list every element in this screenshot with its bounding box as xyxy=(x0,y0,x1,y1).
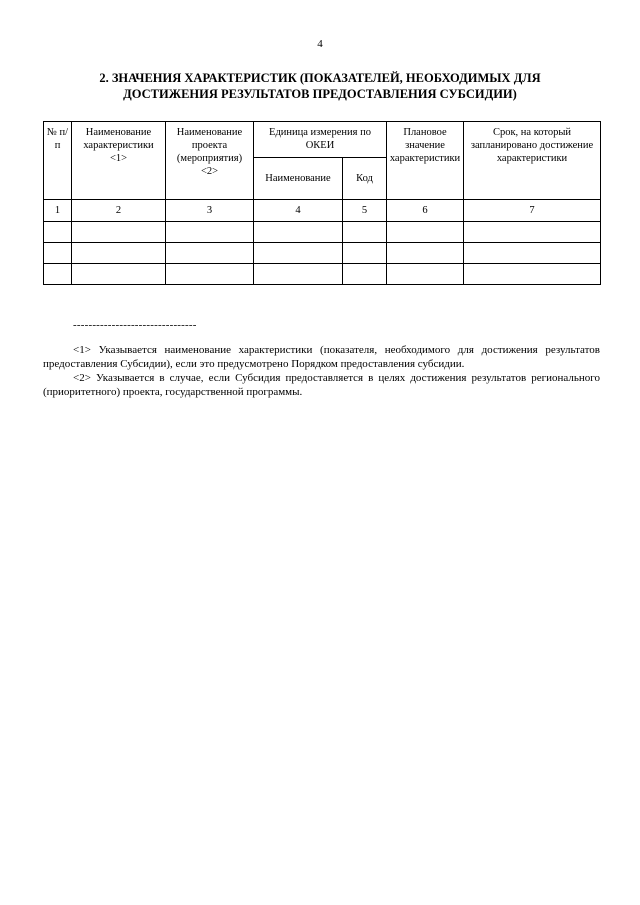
header-unit-code: Код xyxy=(343,158,387,200)
table-cell xyxy=(343,264,387,285)
table-row xyxy=(44,222,601,243)
header-unit-group: Единица измерения по ОКЕИ xyxy=(254,122,387,158)
column-number: 7 xyxy=(464,200,601,222)
column-number: 6 xyxy=(387,200,464,222)
header-characteristic-name: Наименование характеристики <1> xyxy=(72,122,166,200)
table-cell xyxy=(44,243,72,264)
column-number: 3 xyxy=(166,200,254,222)
table-cell xyxy=(464,222,601,243)
header-unit-name: Наименование xyxy=(254,158,343,200)
header-num: № п/п xyxy=(44,122,72,200)
table-cell xyxy=(464,264,601,285)
column-number: 4 xyxy=(254,200,343,222)
table-cell xyxy=(166,222,254,243)
table-cell xyxy=(166,243,254,264)
page-number: 4 xyxy=(317,38,323,50)
table-cell xyxy=(166,264,254,285)
table-cell xyxy=(464,243,601,264)
footnotes xyxy=(43,343,600,399)
table-cell xyxy=(44,264,72,285)
column-number: 5 xyxy=(343,200,387,222)
header-project-name: Наименование проекта (мероприятия) <2> xyxy=(166,122,254,200)
section-title xyxy=(60,70,580,102)
table-row xyxy=(44,264,601,285)
table-cell xyxy=(254,264,343,285)
table-row xyxy=(44,243,601,264)
footnote-separator: -------------------------------- xyxy=(73,319,197,331)
table-cell xyxy=(254,243,343,264)
table-cell xyxy=(387,264,464,285)
table-cell xyxy=(343,243,387,264)
section-title-line-1: 2. ЗНАЧЕНИЯ ХАРАКТЕРИСТИК (ПОКАЗАТЕЛЕЙ, НЕОБХОДИМЫХ ДЛЯ xyxy=(99,71,541,85)
table-cell xyxy=(72,222,166,243)
table-cell xyxy=(387,222,464,243)
header-planned-value: Плановое значение характеристики xyxy=(387,122,464,200)
table-cell xyxy=(72,264,166,285)
characteristics-table xyxy=(43,121,601,285)
table-cell xyxy=(72,243,166,264)
footnote-1: <1> Указывается наименование характеристики (показателя, необходимого для достижения результатов предоставления Субсидии), если это предусмотрено Порядком предоставления субсидии. xyxy=(43,344,600,370)
column-number: 2 xyxy=(72,200,166,222)
table-cell xyxy=(44,222,72,243)
footnote-2: <2> Указывается в случае, если Субсидия предоставляется в целях достижения результатов регионального (приоритетного) проекта, государственной программы. xyxy=(43,372,600,398)
header-deadline: Срок, на который запланировано достижение характеристики xyxy=(464,122,601,200)
section-title-line-2: ДОСТИЖЕНИЯ РЕЗУЛЬТАТОВ ПРЕДОСТАВЛЕНИЯ СУБСИДИИ) xyxy=(123,87,517,101)
table-cell xyxy=(254,222,343,243)
column-number: 1 xyxy=(44,200,72,222)
column-number-row xyxy=(44,200,601,222)
table-cell xyxy=(343,222,387,243)
table-cell xyxy=(387,243,464,264)
